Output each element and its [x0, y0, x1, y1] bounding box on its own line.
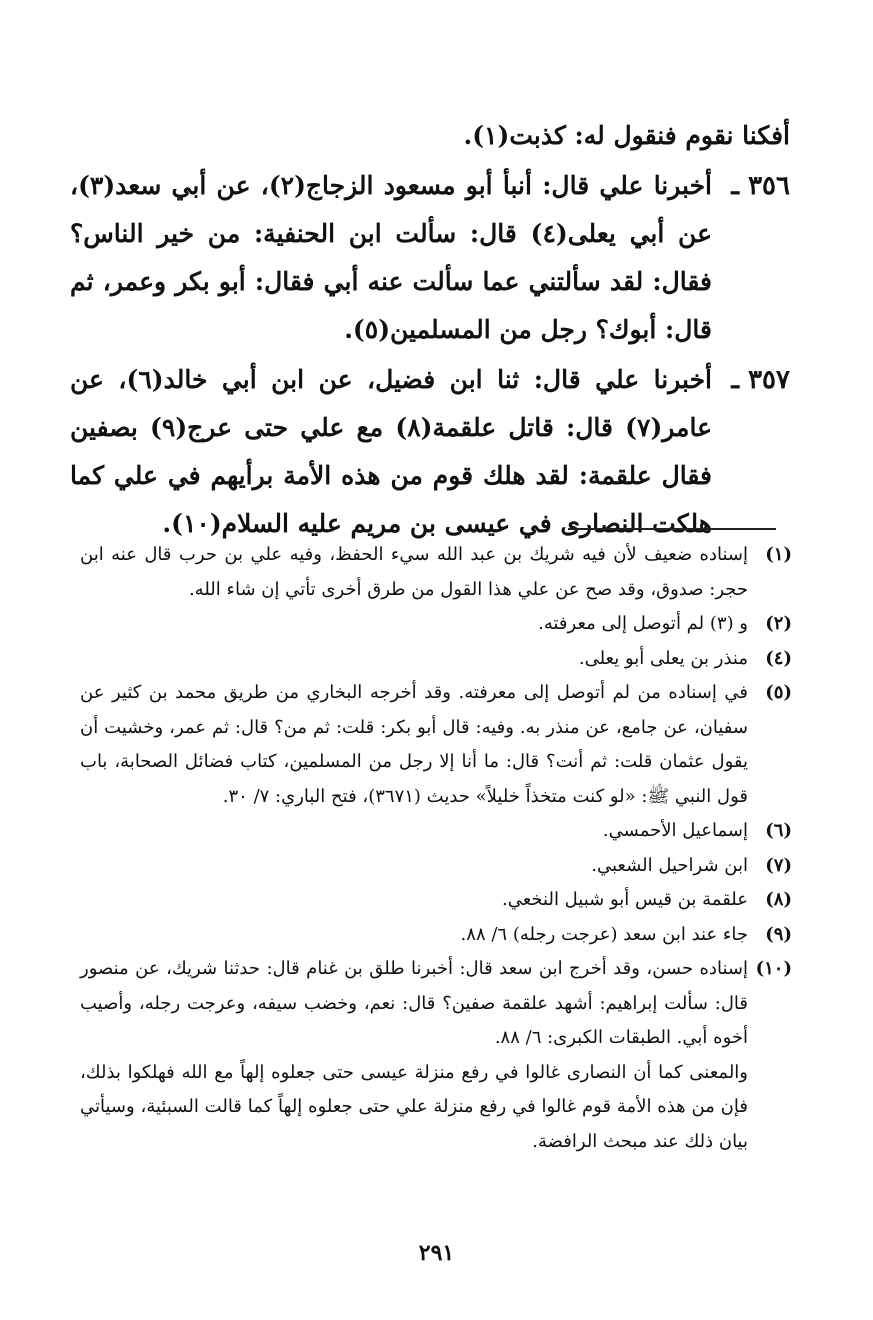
- footnote-text: إسماعيل الأحمسي.: [602, 820, 748, 841]
- footnote-number: (٨): [765, 889, 792, 910]
- footnote-text: منذر بن يعلى أبو يعلى.: [578, 647, 748, 669]
- footnote-text: و (٣) لم أتوصل إلى معرفته.: [538, 613, 748, 634]
- hadith-text: أخبرنا علي قال: ثنا ابن فضيل، عن ابن أبي خالد(٦)، عن عامر(٧) قال: قاتل علقمة(٨) مع علي حتى عرج(٩) بصفين فقال علقمة: لقد هلك قوم من هذه الأمة برأيهم في علي كما هلكت النصارى في عيسى بن مريم عليه السلام(١٠).: [70, 365, 712, 538]
- opening-line: أفكنا نقوم فنقول له: كذبت(١).: [463, 121, 790, 150]
- footnote-number: (٧): [765, 854, 792, 876]
- footnote-text: ابن شراحيل الشعبي.: [591, 854, 748, 876]
- footnote-number: (١٠): [755, 958, 792, 979]
- footnote-number: (٢): [765, 613, 792, 634]
- hadith-number: ٣٥٦ ـ: [731, 171, 790, 201]
- footnote: [80, 676, 792, 814]
- footnote-number: (٤): [765, 647, 792, 669]
- page-number: ٢٩١: [418, 1240, 455, 1266]
- footnote-text: علقمة بن قيس أبو شبيل النخعي.: [502, 889, 748, 910]
- footnote: [80, 642, 792, 677]
- hadith-text: أخبرنا علي قال: أنبأ أبو مسعود الزجاج(٢)، عن أبي سعد(٣)، عن أبي يعلى(٤) قال: سألت ابن الحنفية: من خير الناس؟ فقال: لقد سألتني عما سألت عنه أبي فقال: أبو بكر وعمر، ثم قال: أبوك؟ رجل من المسلمين(٥).: [70, 171, 713, 344]
- footnote-text: إسناده حسن، وقد أخرج ابن سعد قال: أخبرنا طلق بن غنام قال: حدثنا شريك، عن منصور قال: سألت إبراهيم: أشهد علقمة صفين؟ قال: نعم، وخضب سيفه، وعرجت رجله، وأصيب أخوه أبي. الطبقات الكبرى: ٦/ ٨٨.: [80, 958, 748, 1048]
- footnote: [80, 849, 792, 884]
- footnote-text: إسناده ضعيف لأن فيه شريك بن عبد الله سيء الحفظ، وفيه علي بن حرب قال عنه ابن حجر: صدوق، وقد صح عن علي هذا القول من طرق أخرى تأتي إن شاء الله.: [80, 544, 748, 600]
- hadith-entry: [70, 356, 790, 548]
- hadith-entry: [70, 162, 790, 354]
- footnote-number: (٦): [765, 820, 792, 841]
- main-text-block: [70, 112, 790, 548]
- footnotes: [80, 538, 792, 1159]
- footnote-continuation: والمعنى كما أن النصارى غالوا في رفع منزلة عيسى حتى جعلوه إلهاً مع الله فهلكوا بذلك، فإن من هذه الأمة قوم غالوا في رفع منزلة علي حتى جعلوه إلهاً كما قالت السبئية، وسيأتي بيان ذلك عند مبحث الرافضة.: [80, 1061, 748, 1152]
- footnote: [80, 883, 792, 918]
- footnote: [80, 538, 792, 607]
- footnote-number: (٩): [765, 923, 792, 945]
- footnote: [80, 814, 792, 849]
- footnote-number: (٥): [765, 682, 792, 703]
- footnote: [80, 918, 792, 953]
- footnote-text: في إسناده من لم أتوصل إلى معرفته. وقد أخرجه البخاري من طريق محمد بن كثير عن سفيان، عن جامع، عن منذر به. وفيه: قال أبو بكر: قلت: ثم من؟ قال: ثم عمر، وخشيت أن يقول عثمان قلت: ثم أنت؟ قال: ما أنا إلا رجل من المسلمين، كتاب فضائل الصحابة، باب قول النبي ﷺ: «لو كنت متخذاً خليلاً» حديث (٣٦٧١)، فتح الباري: ٧/ ٣٠.: [80, 682, 748, 807]
- hadith-number: ٣٥٧ ـ: [731, 365, 790, 395]
- footnote-number: (١): [765, 544, 792, 565]
- footnote: [80, 952, 792, 1056]
- footnote-text: جاء عند ابن سعد (عرجت رجله) ٦/ ٨٨.: [460, 923, 748, 945]
- footnote-separator: [568, 528, 776, 530]
- footnote: [80, 607, 792, 642]
